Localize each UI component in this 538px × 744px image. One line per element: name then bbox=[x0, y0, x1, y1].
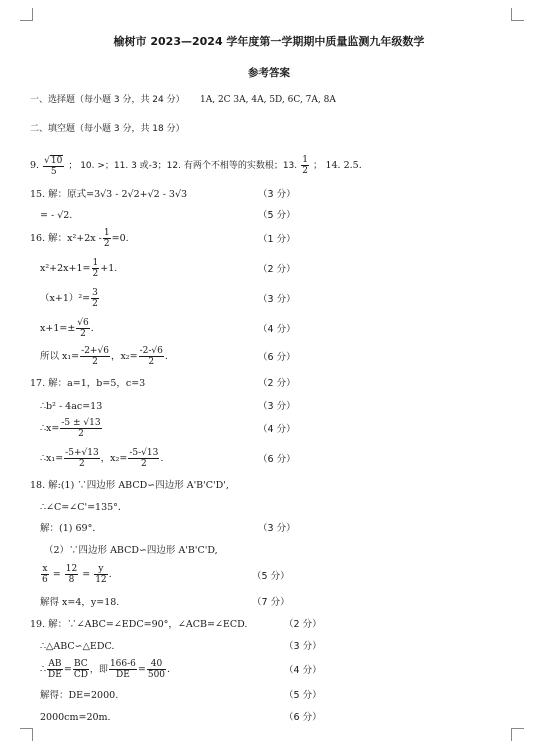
crop-mark-bottom-left bbox=[20, 728, 33, 741]
q17-line-2: ∴b² - 4ac=13 bbox=[40, 401, 103, 412]
q9-fraction: $\frac{√10}{5}$ bbox=[44, 155, 63, 177]
q19-line-5: 2000cm=20m. bbox=[40, 712, 111, 723]
q17-score-4: （6 分） bbox=[258, 454, 296, 465]
q15-line-1: 15. 解：原式=3√3 - 2√2+√2 - 3√3 bbox=[30, 189, 188, 200]
q18-score-3: （7 分） bbox=[252, 597, 290, 608]
q14-answer: ； 14. 2.5. bbox=[312, 160, 362, 171]
q18-score-1: （3 分） bbox=[258, 523, 296, 534]
q16-line-4: x+1=± $\frac{√6}{2}$ . bbox=[40, 318, 94, 339]
q15-score-2: （5 分） bbox=[258, 210, 296, 221]
q16-line-3: （x+1）²= $\frac{3}{2}$ bbox=[40, 288, 98, 309]
q19-line-3: ∴ $\frac{AB}{DE}$ = $\frac{BC}{CD}$ ，即 $\frac{166-6}{DE}$ = $\frac{40}{500}$ . bbox=[40, 659, 171, 680]
q18-line-6: 解得 x=4，y=18. bbox=[40, 597, 120, 608]
q19-score-4: （5 分） bbox=[284, 690, 322, 701]
q19-line-1: 19. 解：∵∠ABC=∠EDC=90°，∠ACB=∠ECD. bbox=[30, 619, 248, 630]
q19-score-2: （3 分） bbox=[284, 641, 322, 652]
q18-line-3: 解：(1) 69°． bbox=[40, 523, 102, 534]
q18-fraction-y12: $\frac{y}{12}$ bbox=[95, 564, 107, 585]
crop-mark-top-left bbox=[20, 8, 33, 21]
section-fill-label: 二、填空题（每小题 3 分，共 18 分） bbox=[30, 124, 185, 134]
q16-line-2: x²+2x+1= $\frac{1}{2}$ +1. bbox=[40, 258, 118, 279]
q9-number: 9. bbox=[30, 160, 40, 171]
q19-score-1: （2 分） bbox=[284, 619, 322, 630]
q18-line-4: （2）∵四边形 ABCD∽四边形 A'B'C'D, bbox=[44, 545, 218, 556]
q17-line-1: 17. 解：a=1，b=5，c=3 bbox=[30, 378, 146, 389]
q17-score-3: （4 分） bbox=[258, 424, 296, 435]
q9-denominator: 5 bbox=[50, 166, 57, 177]
q19-line-4: 解得：DE=2000. bbox=[40, 690, 119, 701]
q18-line-2: ∴∠C=∠C'=135°． bbox=[40, 502, 128, 513]
q16-fraction-3: $\frac{3}{2}$ bbox=[92, 288, 98, 309]
crop-mark-top-right bbox=[511, 8, 524, 21]
q16-fraction-1: $\frac{1}{2}$ bbox=[103, 228, 110, 249]
q16-fraction-2: $\frac{1}{2}$ bbox=[92, 258, 99, 279]
q16-fraction-5a: $\frac{-2+√6}{2}$ bbox=[81, 346, 109, 367]
q17-fraction-4b: $\frac{-5-√13}{2}$ bbox=[129, 448, 159, 469]
fill-answers-line bbox=[30, 154, 362, 178]
q17-score-2: （3 分） bbox=[258, 401, 296, 412]
q19-fraction-40-500: $\frac{40}{500}$ bbox=[147, 659, 166, 680]
section-choice-label: 一、选择题（每小题 3 分，共 24 分） bbox=[30, 95, 185, 105]
q16-score-1: （1 分） bbox=[258, 234, 296, 245]
document-subtitle: 参考答案 bbox=[248, 67, 290, 79]
q18-line-1: 18. 解:(1) ∵四边形 ABCD∽四边形 A'B'C'D', bbox=[30, 480, 229, 491]
q19-score-3: （4 分） bbox=[284, 665, 322, 676]
q9-radicand: 10 bbox=[50, 155, 63, 166]
section-choice-answers: 1A, 2C 3A, 4A, 5D, 6C, 7A, 8A bbox=[200, 95, 336, 105]
fill-answers-middle: ； 10. >；11. 3 或-3；12. 有两个不相等的实数根；13. bbox=[68, 161, 298, 171]
q13-fraction: $\frac{1}{2}$ bbox=[302, 155, 308, 176]
q19-fraction-ab-de: $\frac{AB}{DE}$ bbox=[48, 659, 62, 680]
q17-fraction-4a: $\frac{-5+√13}{2}$ bbox=[65, 448, 99, 469]
document-title: 榆树市 2023—2024 学年度第一学期期中质量监测九年级数学 bbox=[113, 35, 425, 48]
crop-mark-bottom-right bbox=[511, 728, 524, 741]
q16-line-5: 所以 x₁= $\frac{-2+√6}{2}$ ，x₂= $\frac{-2-√6}{2}$ . bbox=[40, 346, 168, 367]
q16-score-5: （6 分） bbox=[258, 352, 296, 363]
q16-line-1: 16. 解：x²+2x - $\frac{1}{2}$ =0. bbox=[30, 228, 129, 249]
q17-line-4: ∴x₁= $\frac{-5+√13}{2}$ ，x₂= $\frac{-5-√13}{2}$ . bbox=[40, 448, 164, 469]
q18-fraction-x6: $\frac{x}{6}$ bbox=[42, 564, 48, 585]
q18-line-5: $\frac{x}{6}$ = $\frac{12}{8}$ = $\frac{y}{12}$ . bbox=[42, 564, 112, 585]
q19-fraction-bc-cd: $\frac{BC}{CD}$ bbox=[73, 659, 88, 680]
q17-fraction-3: $\frac{-5 \pm √13}{2}$ bbox=[61, 418, 101, 439]
q16-score-3: （3 分） bbox=[258, 294, 296, 305]
q19-line-2: ∴△ABC∽△EDC. bbox=[40, 641, 115, 652]
q15-line-2: = - √2. bbox=[40, 210, 73, 221]
q18-fraction-12-8: $\frac{12}{8}$ bbox=[65, 564, 78, 585]
q16-fraction-4: $\frac{√6}{2}$ bbox=[77, 318, 89, 339]
q19-score-5: （6 分） bbox=[284, 712, 322, 723]
q19-fraction-166-de: $\frac{166-6}{DE}$ bbox=[109, 659, 136, 680]
q17-score-1: （2 分） bbox=[258, 378, 296, 389]
q16-score-2: （2 分） bbox=[258, 264, 296, 275]
q15-score-1: （3 分） bbox=[258, 189, 296, 200]
q18-score-2: （5 分） bbox=[252, 571, 290, 582]
q16-score-4: （4 分） bbox=[258, 324, 296, 335]
q17-line-3: ∴x= $\frac{-5 \pm √13}{2}$ bbox=[40, 418, 101, 439]
q16-fraction-5b: $\frac{-2-√6}{2}$ bbox=[139, 346, 163, 367]
